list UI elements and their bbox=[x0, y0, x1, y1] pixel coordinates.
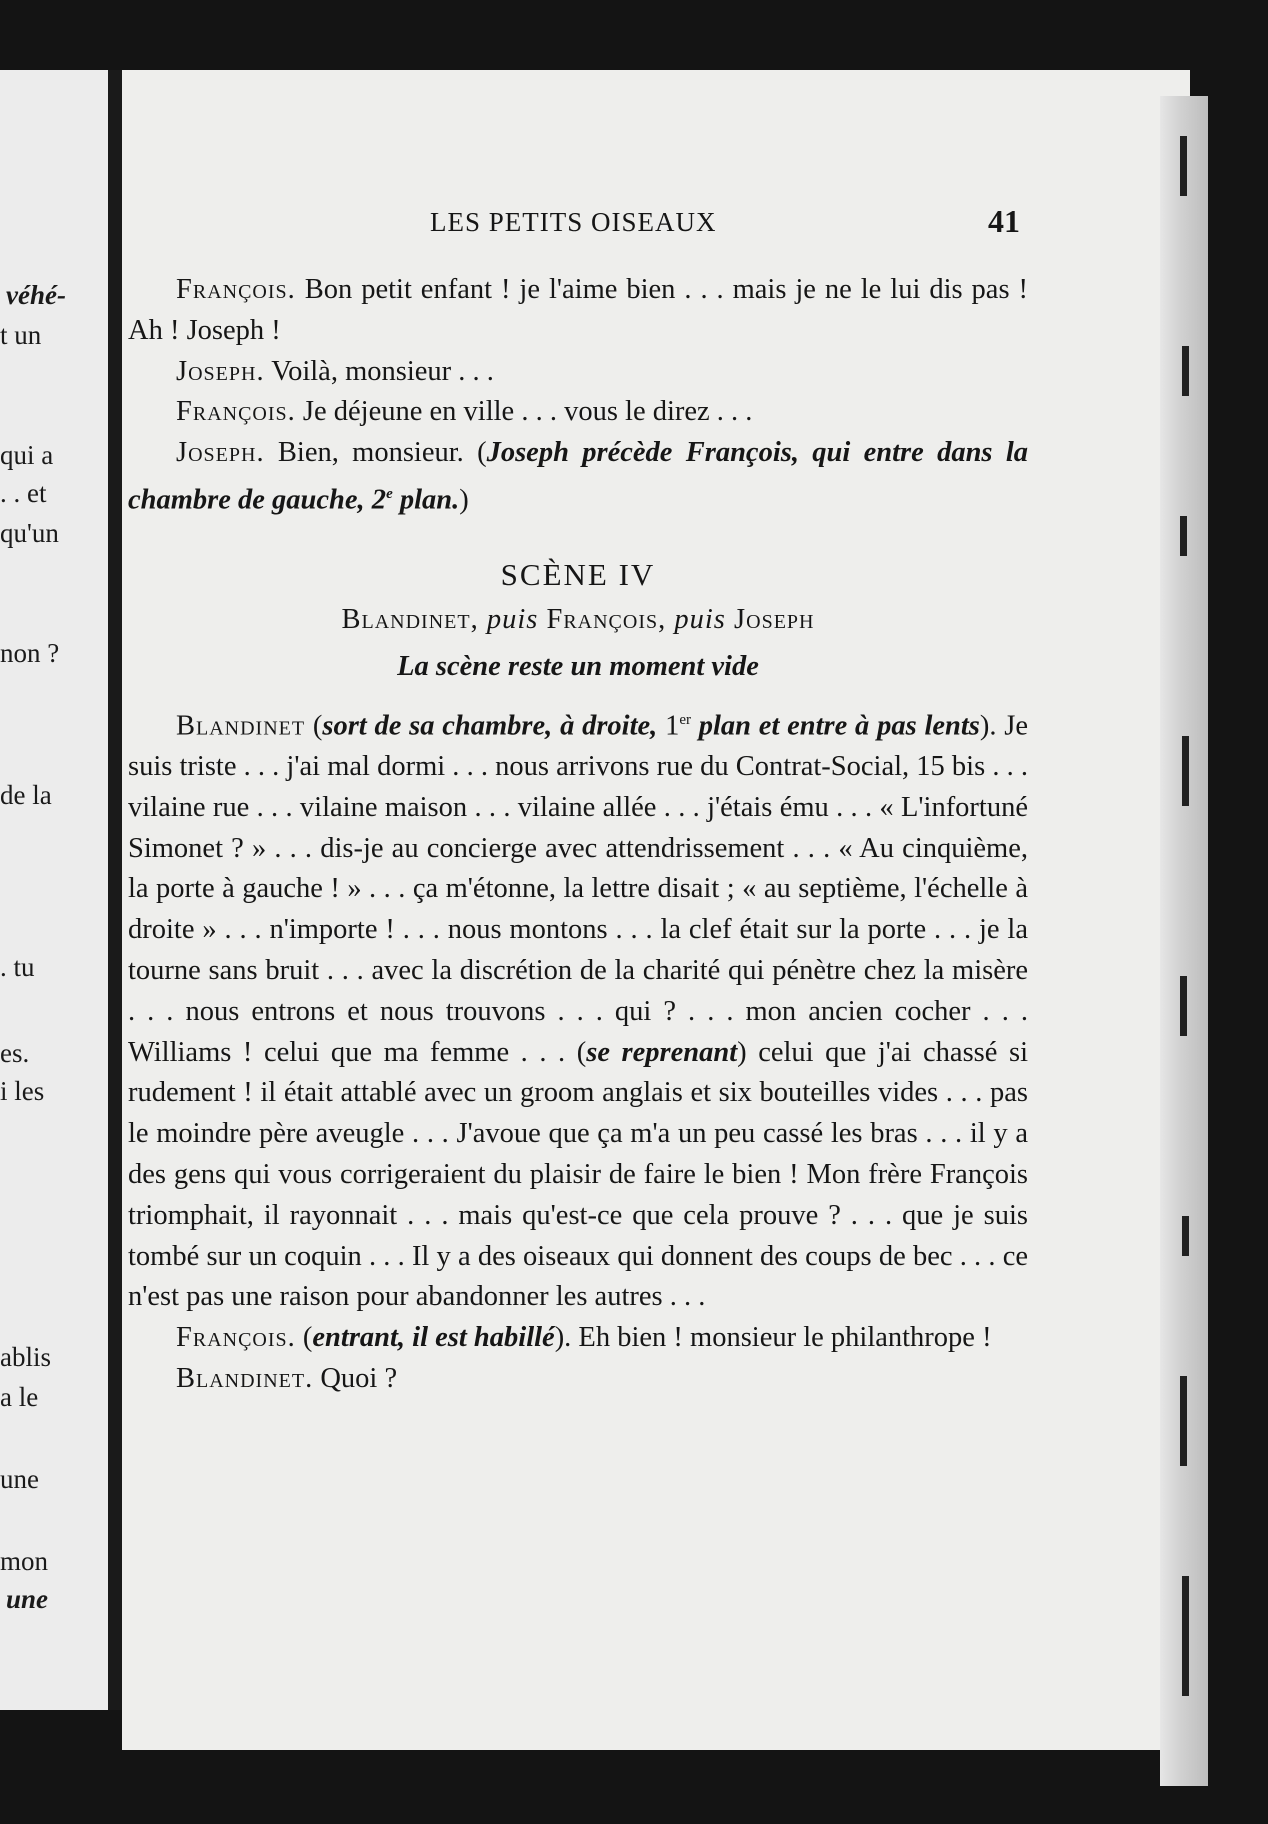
book-gutter bbox=[108, 70, 122, 1710]
dialogue-text: ( bbox=[295, 1322, 313, 1354]
dialogue-line bbox=[128, 392, 1028, 433]
left-page-fragment bbox=[0, 70, 112, 1710]
connector-word: puis bbox=[478, 604, 547, 636]
edge-mark bbox=[1180, 136, 1187, 196]
monologue bbox=[128, 700, 1028, 1318]
dialogue-text: ) bbox=[459, 484, 469, 516]
left-fragment-line: une bbox=[6, 1584, 49, 1614]
speaker-name: François. bbox=[176, 274, 296, 305]
edge-mark bbox=[1180, 516, 1187, 556]
stage-direction: plan et entre à pas lents bbox=[690, 710, 980, 742]
edge-mark bbox=[1180, 976, 1187, 1036]
scene-characters bbox=[128, 600, 1028, 641]
dialogue-line bbox=[128, 1359, 1028, 1400]
stage-direction: se reprenant bbox=[586, 1036, 738, 1068]
left-fragment-line: . . et bbox=[0, 478, 47, 508]
dialogue-text: Je suis triste . . . j'ai mal dormi . . . nous arrivons rue du Contrat-Social, 15 bis . . . vilaine rue . . . vilaine maison . . . vilaine allée . . . j'étais ému . . . « L'infortuné Simonet ? » . . . dis-je au concierge avec attendrissement . . . « Au cinquième, la porte à gauche ! » . . . ça m'étonne, la lettre disait ; « au septième, l'échelle à droite » . . . n'importe ! . . . nous montons . . . la clef était sur la porte . . . je la tourne sans bruit . . . avec la discrétion de la charité qui pénètre chez la misère . . . nous entrons et nous trouvons . . . qui ? . . . mon ancien cocher . . . Williams ! celui que ma femme . . . ( bbox=[128, 710, 1029, 1068]
edge-mark bbox=[1182, 736, 1189, 806]
left-fragment-line: t un bbox=[0, 320, 42, 350]
edge-mark bbox=[1182, 1216, 1189, 1256]
edge-mark bbox=[1182, 1576, 1189, 1696]
speaker-name: Joseph. bbox=[176, 355, 265, 387]
dialogue-line bbox=[128, 1318, 1028, 1359]
stage-direction: entrant, il est habillé bbox=[312, 1322, 555, 1354]
page-text bbox=[128, 270, 1028, 1400]
dialogue-text: Quoi ? bbox=[313, 1362, 398, 1394]
connector-word: puis bbox=[666, 604, 735, 636]
left-fragment-line: véhé- bbox=[6, 280, 66, 310]
superscript: er bbox=[679, 711, 691, 728]
left-fragment-line: non ? bbox=[0, 638, 60, 668]
left-fragment-line: qui a bbox=[0, 440, 54, 470]
left-fragment-line: a le bbox=[0, 1382, 39, 1412]
left-fragment-line: ablis bbox=[0, 1342, 51, 1372]
edge-mark bbox=[1180, 1376, 1187, 1466]
left-fragment-line: de la bbox=[0, 780, 52, 810]
stage-direction: sort de sa chambre, à droite, bbox=[322, 710, 658, 742]
dialogue-line bbox=[128, 352, 1028, 393]
character-name: Joseph bbox=[734, 604, 815, 636]
left-fragment-line: i les bbox=[0, 1076, 45, 1106]
dialogue-text: ( bbox=[305, 710, 323, 742]
superscript: e bbox=[386, 485, 393, 502]
dialogue-text: Je déjeune en ville . . . vous le direz . . . bbox=[295, 396, 753, 428]
scene-stage-direction: La scène reste un moment vide bbox=[397, 650, 759, 682]
dialogue-text: Bien, monsieur. ( bbox=[264, 437, 487, 469]
left-fragment-line: mon bbox=[0, 1546, 49, 1576]
speaker-name: François. bbox=[176, 1322, 296, 1354]
dialogue-text: Voilà, monsieur . . . bbox=[264, 355, 494, 387]
left-fragment-line: qu'un bbox=[0, 518, 59, 548]
dialogue-text: 1 bbox=[657, 710, 680, 742]
dialogue-text: ) celui que j'ai chassé si rudement ! il était attablé avec un groom anglais et six bouteilles vides . . . pas le moindre père aveugle . . . J'avoue que ça m'a un peu cassé les bras . . . il y a des gens qui vous corrigeraient du plaisir de faire le bien ! Mon frère François triomphait, il rayonnait . . . mais qu'est-ce que cela prouve ? . . . que je suis tombé sur un coquin . . . Il y a des oiseaux qui donnent des coups de bec . . . ce n'est pas une raison pour abandonner les autres . . . bbox=[128, 1036, 1028, 1313]
character-name: François, bbox=[546, 604, 667, 636]
speaker-name: François. bbox=[176, 396, 296, 428]
speaker-name: Blandinet. bbox=[176, 1362, 314, 1394]
left-fragment-line: . tu bbox=[0, 952, 35, 982]
dialogue-line bbox=[128, 270, 1028, 352]
character-name: Blandinet, bbox=[341, 604, 479, 636]
dialogue-line bbox=[128, 433, 1028, 521]
stage-direction: plan. bbox=[392, 484, 460, 516]
running-head: LES PETITS OISEAUX bbox=[430, 207, 717, 237]
page-edge-stack bbox=[1160, 96, 1208, 1786]
edge-mark bbox=[1182, 346, 1189, 396]
left-fragment-line: es. bbox=[0, 1038, 30, 1068]
speaker-name: Blandinet bbox=[176, 710, 306, 742]
speaker-name: Joseph. bbox=[176, 437, 265, 469]
page-number: 41 bbox=[988, 203, 1020, 239]
dialogue-text: ). Eh bien ! monsieur le philanthrope ! bbox=[554, 1322, 992, 1354]
stage-direction: Joseph précède François, qui entre dans la chambre de gauche, 2 bbox=[128, 437, 1028, 516]
left-fragment-line: une bbox=[0, 1464, 39, 1494]
dialogue-text: Bon petit enfant ! je l'aime bien . . . mais je ne le lui dis pas ! Ah ! Joseph ! bbox=[128, 274, 1028, 346]
dialogue-text: ). bbox=[979, 710, 997, 742]
scene-title: SCÈNE IV bbox=[500, 557, 656, 593]
